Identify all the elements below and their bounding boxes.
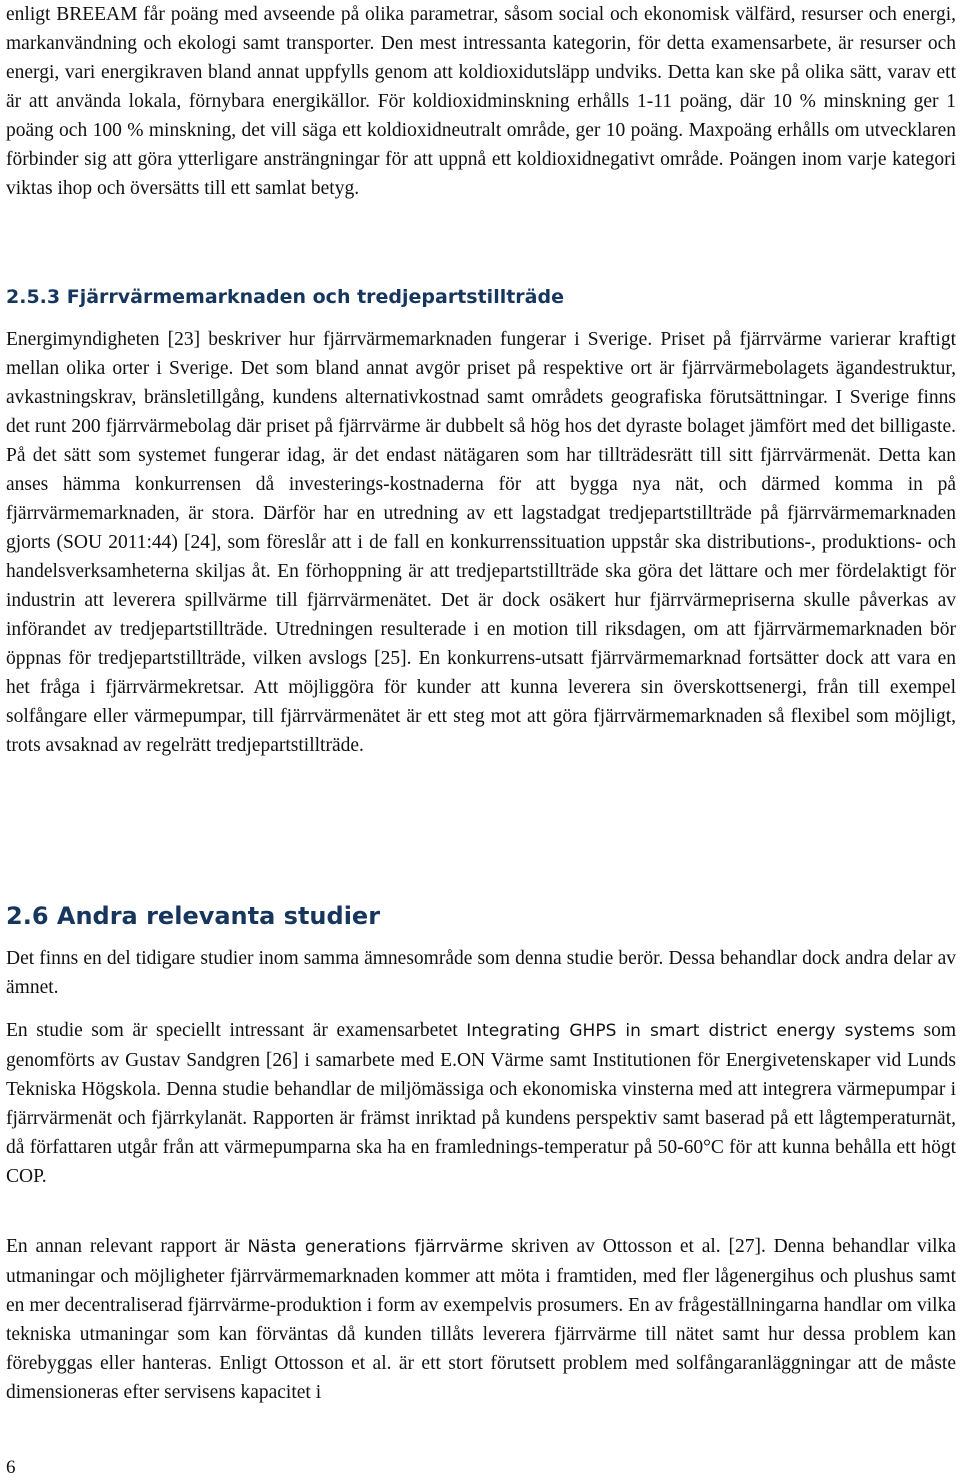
text-run: skriven av Ottosson et al. [27]. Denna behandlar vilka utmaningar och möjligheter fjärrvärmemarknaden kommer att möta i framtiden, med fler lågenergihus och plushus samt en mer decentraliserad fjärrvärme-produktion i form av exempelvis prosumers. En av frågeställningarna handlar om vilka tekniska utmaningar som kan förväntas då kunden tillåts leverera fjärrvärme till nätet samt hur dessa problem kan förebyggas eller hanteras. Enligt Ottosson et al. är ett stort förutsett problem med solfångaranläggningar att de måste dimensioneras efter servisens kapacitet i: [6, 1236, 956, 1403]
report-title: Nästa generations fjärrvärme: [247, 1237, 504, 1257]
paragraph-ottosson-report: [6, 1232, 956, 1407]
paragraph-tidigare-studier: Det finns en del tidigare studier inom samma ämnesområde som denna studie berör. Dessa behandlar dock andra delar av ämnet.: [6, 948, 956, 998]
paragraph-sandgren-study: [6, 1016, 956, 1191]
report-title: Integrating GHPS in smart district energy systems: [466, 1021, 915, 1041]
page-number: 6: [6, 1457, 16, 1478]
text-run: En annan relevant rapport är: [6, 1236, 248, 1257]
paragraph-breeam: enligt BREEAM får poäng med avseende på olika parametrar, såsom social och ekonomisk välfärd, resurser och energi, markanvändning och ekologi samt transporter. Den mest intressanta kategorin, för detta examensarbete, är resurser och energi, vari energikraven bland annat uppfylls genom att koldioxidutsläpp undviks. Detta kan ske på olika sätt, varav ett är att använda lokala, förnybara energikällor. För koldioxidminskning erhålls 1-11 poäng, där 10 % minskning ger 1 poäng och 100 % minskning, det vill säga ett koldioxidneutralt område, ger 10 poäng. Maxpoäng erhålls om utvecklaren förbinder sig att göra ytterligare ansträngningar för att uppnå ett koldioxidnegativt område. Poängen inom varje kategori viktas ihop och översätts till ett samlat betyg.: [6, 4, 956, 199]
text-run: En studie som är speciellt intressant är examensarbetet: [6, 1020, 467, 1041]
text-run: som genomförts av Gustav Sandgren [26] i samarbete med E.ON Värme samt Institutionen för Energivetenskaper vid Lunds Tekniska Högskola. Denna studie behandlar de miljömässiga och ekonomiska vinsterna med att integrera värmepumpar i fjärrvärmenät och fjärrkylanät. Rapporten är främst inriktad på kundens perspektiv samt baserad på ett lågtemperaturnät, då författaren utgår från att värmepumparna ska ha en framlednings-temperatur på 50-60°C för att kunna behålla ett högt COP.: [6, 1020, 956, 1187]
section-heading-2-6: 2.6 Andra relevanta studier: [6, 902, 381, 930]
paragraph-fjarrvarmemarknad: Energimyndigheten [23] beskriver hur fjärrvärmemarknaden fungerar i Sverige. Priset på fjärrvärme varierar kraftigt mellan olika orter i Sverige. Det som bland annat avgör priset på respektive ort är fjärrvärmebolagets ägandestruktur, avkastningskrav, bränsletillgång, kundens alternativkostnad samt områdets geografiska förutsättningar. I Sverige finns det runt 200 fjärrvärmebolag där priset på fjärrvärme är dubbelt så hög hos det dyraste bolaget jämfört med det billigaste. På det sätt som systemet fungerar idag, är det endast nätägaren som har tillträdesrätt till sitt fjärrvärmenät. Detta kan anses hämma konkurrensen då investerings-kostnaderna för att bygga nya nät, och därmed komma in på fjärrvärmemarknaden, är stora. Därför har en utredning av ett lagstadgat tredjepartstillträde på fjärrvärmemarknaden gjorts (SOU 2011:44) [24], som föreslår att i de fall en konkurrenssituation uppstår ska distributions-, produktions- och handelsverksamheterna skiljas åt. En förhoppning är att tredjepartstillträde ska göra det lättare och mer fördelaktigt för industrin att leverera spillvärme till fjärrvärmenätet. Det är dock osäkert hur fjärrvärmepriserna skulle påverkas av införandet av tredjepartstillträde. Utredningen resulterade i en motion till riksdagen, om att fjärrvärmemarknaden bör öppnas för tredjepartstillträde, vilken avslogs [25]. En konkurrens-utsatt fjärrvärmemarknad fortsätter dock att vara en het fråga i fjärrvärmekretsar. Att möjliggöra för kunder att kunna leverera sin överskottsenergi, från till exempel solfångare eller värmepumpar, till fjärrvärmenätet är ett steg mot att göra fjärrvärmemarknaden så flexibel som möjligt, trots avsaknad av regelrätt tredjepartstillträde.: [6, 329, 956, 756]
section-heading-2-5-3: 2.5.3 Fjärrvärmemarknaden och tredjepartstillträde: [6, 286, 564, 308]
